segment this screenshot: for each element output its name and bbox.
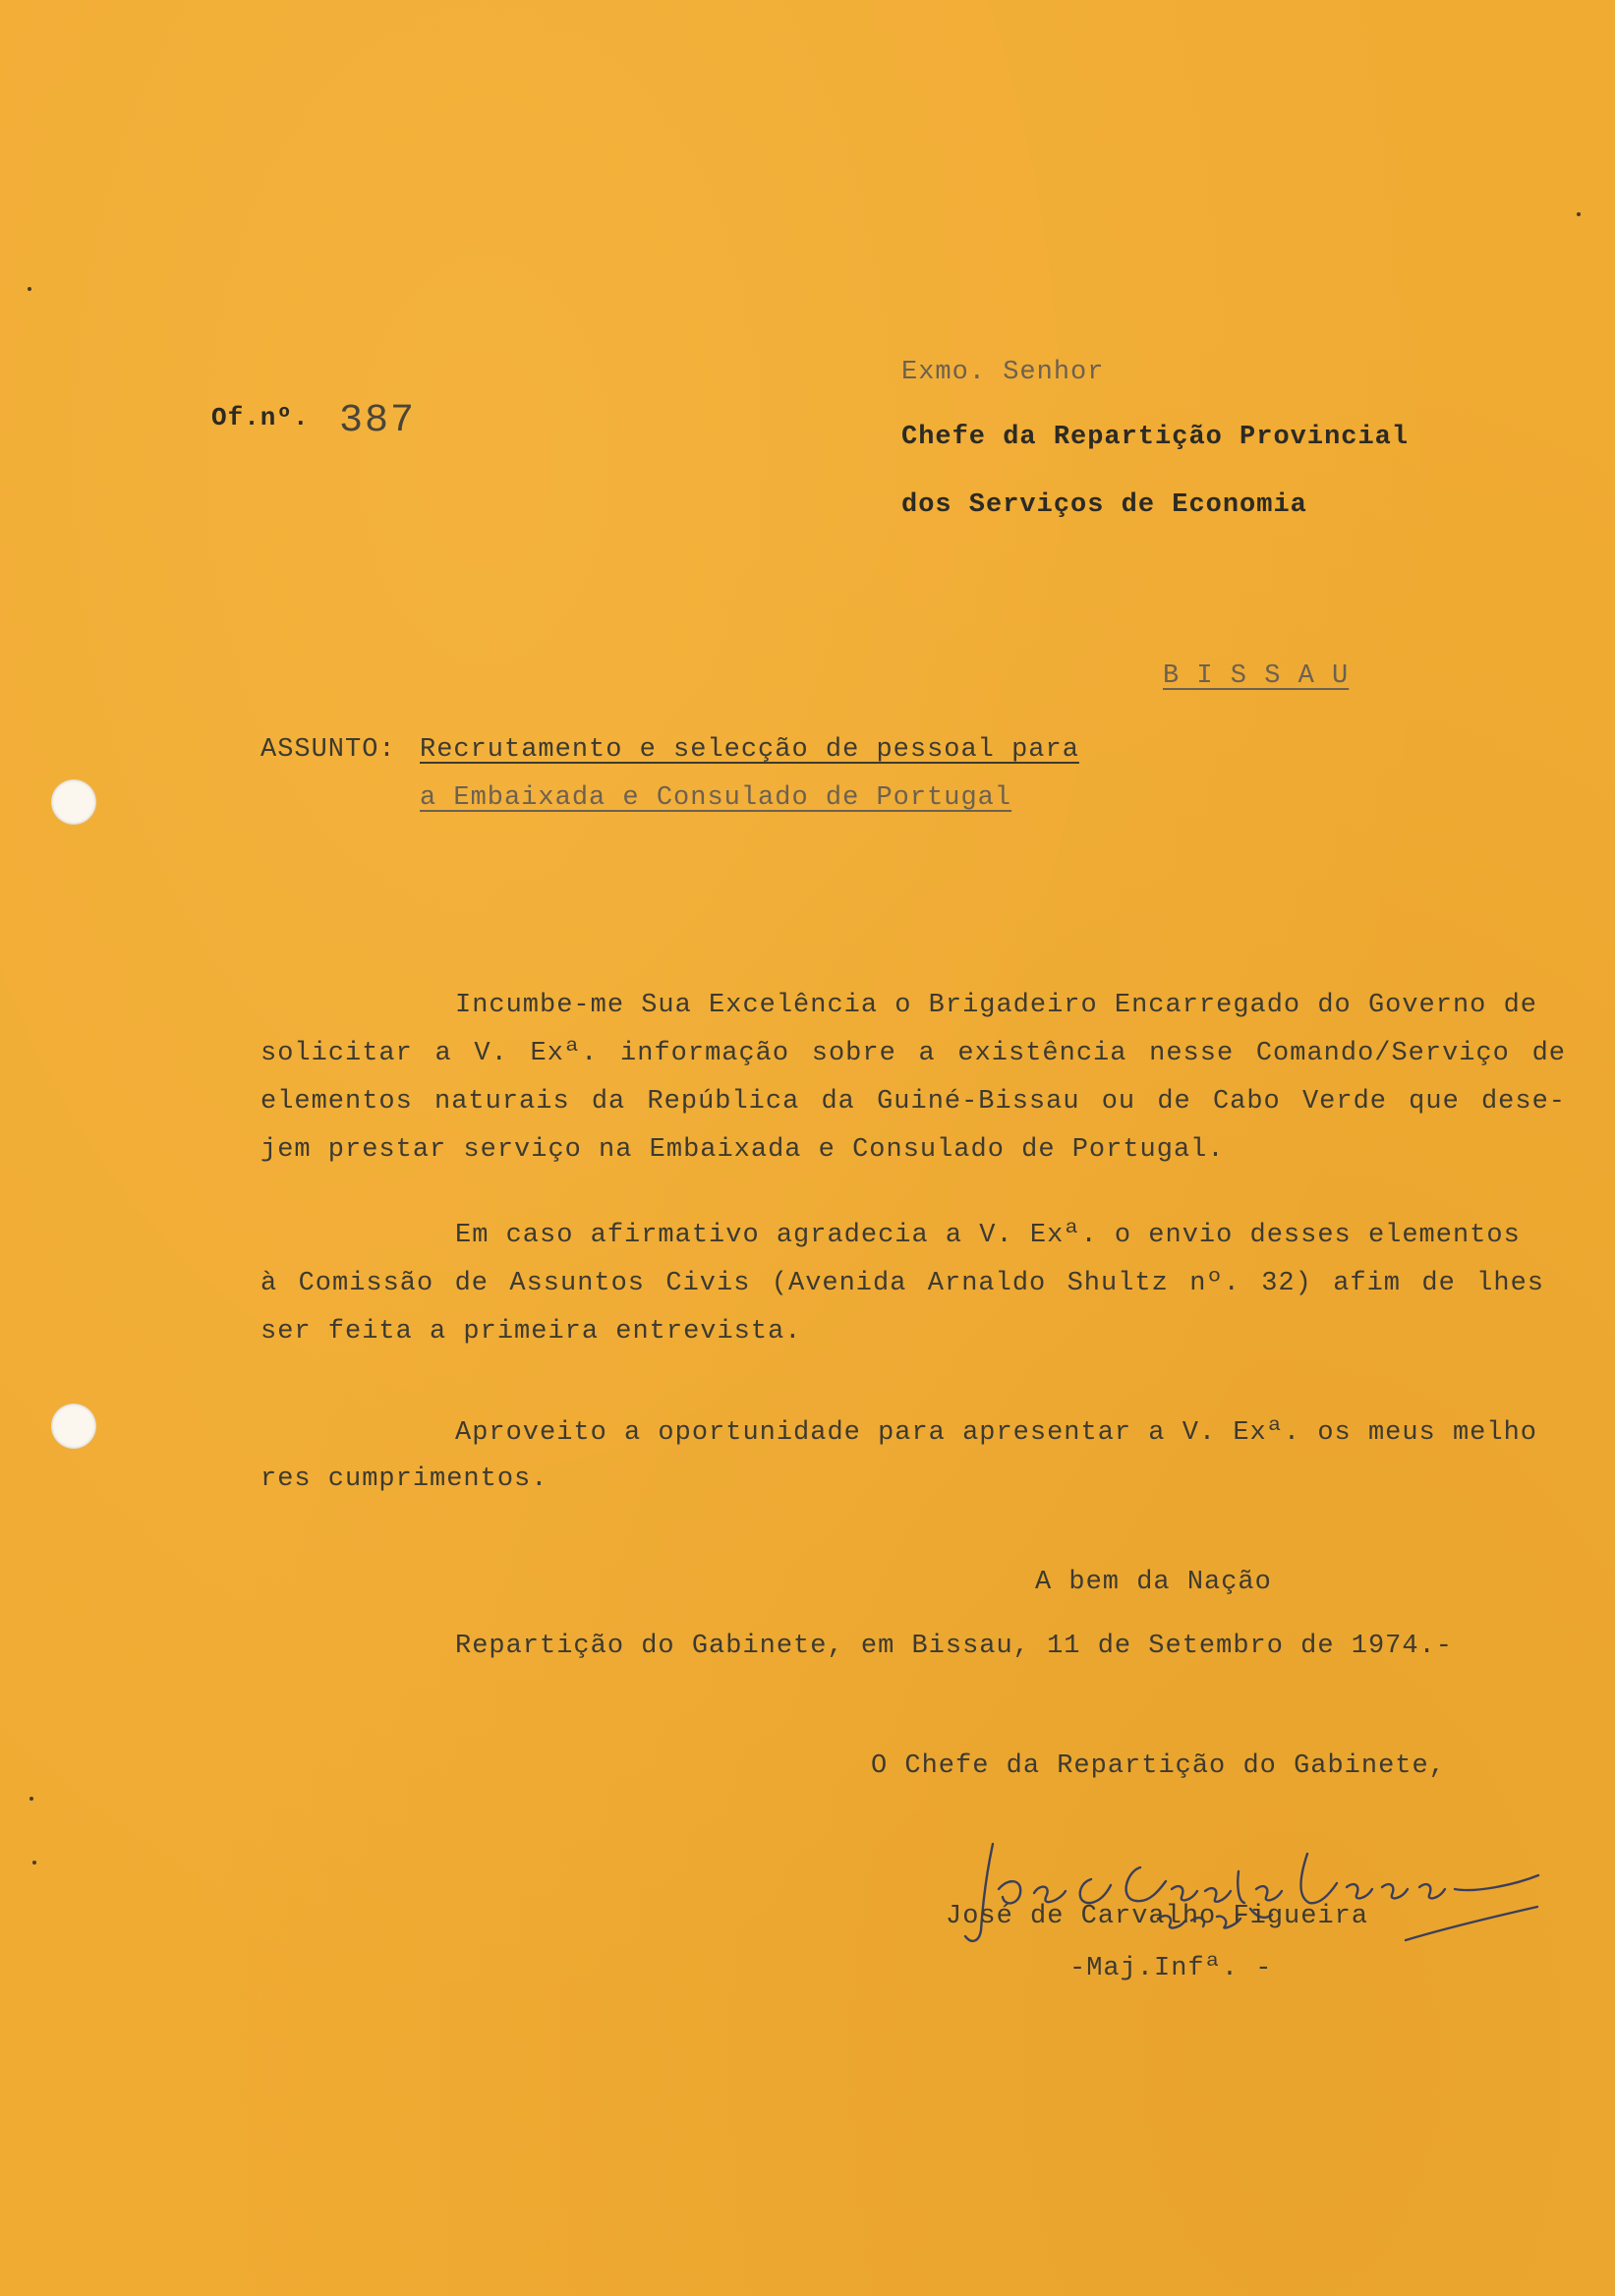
reference-label: Of.nº. (211, 403, 310, 432)
reference-number: 387 (339, 399, 417, 443)
punch-hole-top (51, 779, 96, 825)
margin-speck (1577, 212, 1581, 216)
paragraph-1-line-1: Incumbe-me Sua Excelência o Brigadeiro Encarregado do Governo de (455, 991, 1537, 1020)
city: B I S S A U (1163, 661, 1350, 691)
paragraph-1-line-3: elementos naturais da República da Guiné-Bissau ou de Cabo Verde que dese- (260, 1087, 1566, 1117)
subject-line-1: Recrutamento e selecção de pessoal para (420, 735, 1079, 765)
paragraph-1-line-4: jem prestar serviço na Embaixada e Consulado de Portugal. (260, 1135, 1225, 1165)
punch-hole-bottom (51, 1404, 96, 1449)
place-and-date: Repartição do Gabinete, em Bissau, 11 de Setembro de 1974.- (455, 1632, 1453, 1661)
paragraph-3-line-1: Aproveito a oportunidade para apresentar a V. Exª. os meus melho (455, 1418, 1537, 1448)
recipient-line-2: dos Serviços de Economia (901, 490, 1307, 520)
margin-speck (28, 287, 31, 291)
closing-motto: A bem da Nação (1035, 1568, 1272, 1597)
paragraph-2-line-2: à Comissão de Assuntos Civis (Avenida Arnaldo Shultz nº. 32) afim de lhes (260, 1269, 1544, 1298)
paragraph-3-line-2: res cumprimentos. (260, 1464, 548, 1494)
signer-rank: -Maj.Infª. - (1069, 1954, 1273, 1983)
subject-label: ASSUNTO: (260, 735, 396, 765)
signer-title: O Chefe da Repartição do Gabinete, (871, 1751, 1446, 1781)
paragraph-2-line-3: ser feita a primeira entrevista. (260, 1317, 802, 1347)
subject-line-2: a Embaixada e Consulado de Portugal (420, 783, 1012, 813)
paragraph-1-line-2: solicitar a V. Exª. informação sobre a existência nesse Comando/Serviço de (260, 1039, 1566, 1068)
margin-speck (32, 1861, 36, 1865)
recipient-line-1: Chefe da Repartição Provincial (901, 423, 1410, 452)
paragraph-2-line-1: Em caso afirmativo agradecia a V. Exª. o envio desses elementos (455, 1221, 1521, 1250)
salutation: Exmo. Senhor (901, 358, 1105, 387)
signer-name: José de Carvalho Figueira (946, 1902, 1369, 1931)
margin-speck (29, 1797, 33, 1801)
